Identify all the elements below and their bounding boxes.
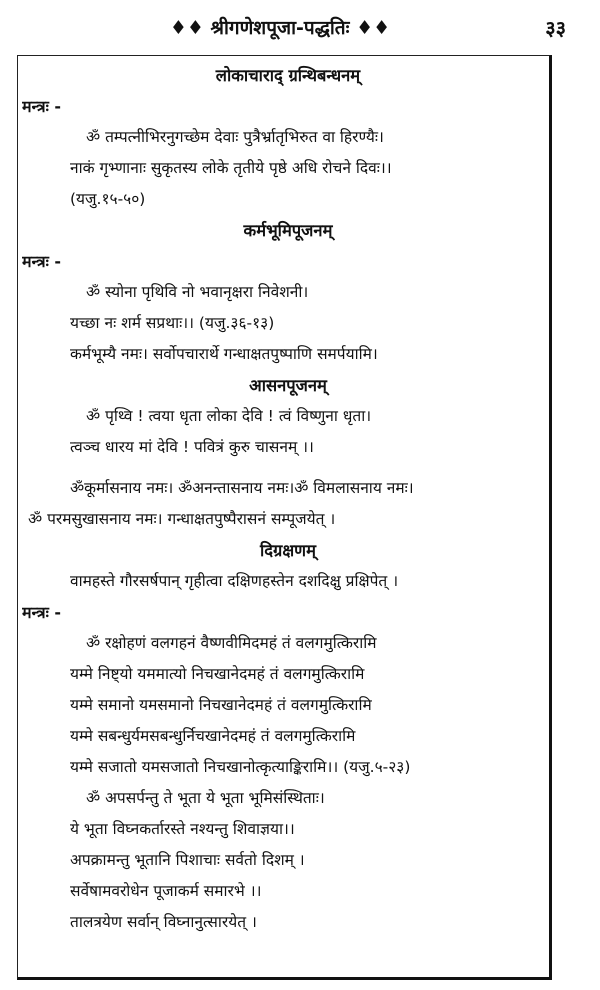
- verse-line: त्वञ्च धारय मां देवि ! पवित्रं कुरु चासनम् ।।: [70, 438, 314, 456]
- verse-line: यम्मे सजातो यमसजातो निचखानोत्कृत्याङ्किरामि।। (यजु.५-२३): [70, 758, 411, 776]
- heading-asana-pujanam: आसनपूजनम्: [249, 376, 327, 395]
- heading-digrakshanam: दिग्रक्षणम्: [260, 541, 316, 560]
- verse-line: सर्वेषामवरोधेन पूजाकर्म समारभे ।।: [70, 882, 262, 900]
- verse-reference: (यजु.१५-५०): [70, 190, 146, 208]
- verse-line: ॐकूर्मासनाय नमः। ॐअनन्तासनाय नमः।ॐ विमलासनाय नमः।: [70, 479, 414, 497]
- mantra-label: मन्त्रः -: [22, 97, 62, 116]
- verse-line: ॐ तम्पत्नीभिरनुगच्छेम देवाः पुत्रैर्भ्रातृभिरुत वा हिरण्यैः।: [86, 128, 384, 146]
- mantra-label: मन्त्रः -: [22, 252, 62, 271]
- mantra-label: मन्त्रः -: [22, 603, 62, 622]
- instruction-line: वामहस्ते गौरसर्षपान् गृहीत्वा दक्षिणहस्तेन दशदिक्षु प्रक्षिपेत् ।: [70, 572, 399, 590]
- verse-line: ये भूता विघ्नकर्तारस्ते नश्यन्तु शिवाज्ञया।।: [70, 820, 295, 838]
- verse-line: ॐ रक्षोहणं वलगहनं वैष्णवीमिदमहं तं वलगमुत्किरामि: [86, 634, 377, 652]
- page-number: ३३: [545, 16, 566, 40]
- verse-line: यम्मे सबन्धुर्यमसबन्धुर्निचखानेदमहं तं वलगमुत्किरामि: [70, 727, 356, 745]
- verse-line: ॐ पृथ्वि ! त्वया धृता लोका देवि ! त्वं विष्णुना धृता।: [86, 407, 372, 425]
- verse-line: ॐ परमसुखासनाय नमः। गन्धाक्षतपुष्पैरासनं सम्पूजयेत् ।: [28, 510, 336, 528]
- verse-line: ॐ स्योना पृथिवि नो भवानृक्षरा निवेशनी।: [86, 283, 309, 301]
- running-header: ♦♦ श्रीगणेशपूजा-पद्धतिः ♦♦: [169, 17, 391, 39]
- instruction-line: तालत्रयेण सर्वान् विघ्नानुत्सारयेत् ।: [70, 913, 257, 931]
- verse-line: यम्मे निष्ट्यो यममात्यो निचखानेदमहं तं वलगमुत्किरामि: [70, 665, 365, 683]
- heading-karmabhumi-pujanam: कर्मभूमिपूजनम्: [243, 221, 333, 240]
- verse-line: अपक्रामन्तु भूतानि पिशाचाः सर्वतो दिशम् ।: [70, 851, 305, 869]
- verse-line: ॐ अपसर्पन्तु ते भूता ये भूता भूमिसंस्थिताः।: [86, 789, 325, 807]
- verse-line: यम्मे समानो यमसमानो निचखानेदमहं तं वलगमुत्किरामि: [70, 696, 372, 714]
- heading-granthibandhanam: लोकाचाराद् ग्रन्थिबन्धनम्: [215, 66, 361, 85]
- main-text: [22, 60, 554, 938]
- verse-line: यच्छा नः शर्म सप्रथाः।। (यजु.३६-१३): [70, 314, 275, 332]
- verse-line: नाकं गृभ्णानाः सुकृतस्य लोके तृतीये पृष्ठे अधि रोचने दिवः।।: [70, 159, 392, 177]
- verse-line: कर्मभूम्यै नमः। सर्वोपचारार्थे गन्धाक्षतपुष्पाणि समर्पयामि।: [70, 345, 378, 363]
